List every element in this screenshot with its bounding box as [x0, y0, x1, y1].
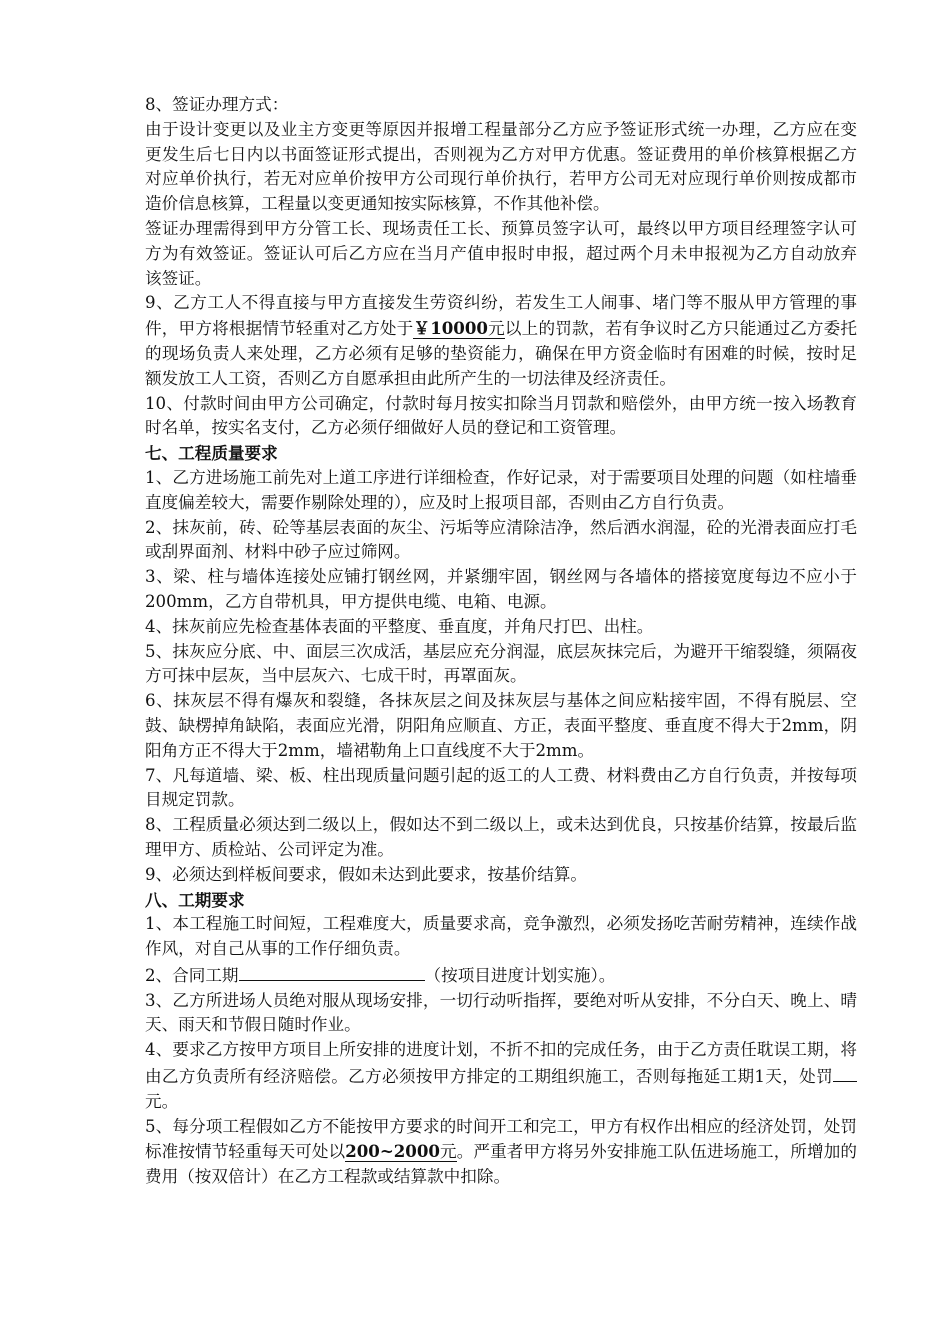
section-9-fine-amount: ￥10000 [413, 318, 488, 339]
section-8-paragraph-1: 由于设计变更以及业主方变更等原因并报增工程量部分乙方应予签证形式统一办理，乙方应在变更发生后七日内以书面签证形式提出，否则视为乙方对甲方优惠。签证费用的单价核算根据乙方对应单价执行，若无对应单价按甲方公司现行单价执行，若甲方公司无对应现行单价则按成都市造价信息核算，工程量以变更通知按实际核算，不作其他补偿。 [145, 119, 857, 214]
schedule-item-5-text-a: 5、每分项工程假如乙方不能按甲方要求的时间开工和完工，甲方有权作出相应的经济处罚，处罚标准按情节轻重每天可处以 [145, 1116, 857, 1162]
schedule-item-5-fine-unit: 元 [439, 1142, 457, 1162]
quality-item: 6、抹灰层不得有爆灰和裂缝，各抹灰层之间及抹灰层与基体之间应粘接牢固，不得有脱层、空鼓、缺楞掉角缺陷，表面应光滑，阴阳角应顺直、方正，表面平整度、垂直度不得大于2mm，阴阳角方正不得大于2mm，墙裙勒角上口直线度不大于2mm。 [145, 691, 857, 760]
schedule-item-5-text-b: 。严重者甲方将另外安排施工队伍进场施工，所增加的费用（按双倍计）在乙方工程款或结算款中扣除。 [145, 1142, 858, 1187]
document-page [145, 93, 857, 1190]
schedule-item-2-label: 2、合同工期 [145, 965, 239, 985]
schedule-item-2-note: （按项目进度计划实施）。 [424, 965, 616, 985]
schedule-heading: 八、工期要求 [145, 889, 245, 910]
quality-item: 3、梁、柱与墙体连接处应铺打钢丝网，并紧绷牢固，钢丝网与各墙体的搭接宽度每边不应小于200mm，乙方自带机具，甲方提供电缆、电箱、电源。 [145, 567, 857, 611]
section-9-paragraph [145, 291, 857, 391]
quality-item: 7、凡每道墙、梁、板、柱出现质量问题引起的返工的人工费、材料费由乙方自行负责，并按每项目规定罚款。 [145, 765, 857, 810]
schedule-item-4-text: 4、要求乙方按甲方项目上所安排的进度计划，不折不扣的完成任务，由于乙方责任耽误工期，将由乙方负责所有经济赔偿。乙方必须按甲方排定的工期组织施工，否则每拖延工期1天，处罚 [145, 1040, 857, 1087]
section-9-text-a: 9、乙方工人不得直接与甲方直接发生劳资纠纷，若发生工人闹事、堵门等不服从甲方管理的事件，甲方将根据情节轻重对乙方处于 [145, 293, 857, 339]
schedule-item-4-unit: 元。 [145, 1091, 179, 1111]
section-8-paragraph-2: 签证办理需得到甲方分管工长、现场责任工长、预算员签字认可，最终以甲方项目经理签字认可方为有效签证。签证认可后乙方应在当月产值申报时申报，超过两个月未申报视为乙方自动放弃该签证。 [145, 218, 857, 288]
schedule-item-2 [145, 962, 857, 989]
penalty-amount-blank [833, 1063, 857, 1082]
quality-item: 2、抹灰前，砖、砼等基层表面的灰尘、污垢等应清除洁净，然后洒水润湿，砼的光滑表面应打毛或刮界面剂、材料中砂子应过筛网。 [145, 517, 857, 562]
schedule-item-5-fine-range: 200~2000 [345, 1141, 440, 1162]
quality-item: 1、乙方进场施工前先对上道工序进行详细检查，作好记录，对于需要项目处理的问题（如柱墙垂直度偏差较大，需要作剔除处理的），应及时上报项目部，否则由乙方自行负责。 [145, 467, 857, 512]
quality-item: 5、抹灰应分底、中、面层三次成活，基层应充分润湿，底层灰抹完后，为避开干缩裂缝，须隔夜方可抹中层灰，当中层灰六、七成干时，再罩面灰。 [145, 641, 857, 686]
section-8-title: 8、签证办理方式： [145, 95, 289, 114]
schedule-item-5 [145, 1115, 857, 1190]
quality-item: 4、抹灰前应先检查基体表面的平整度、垂直度，并角尺打巴、出柱。 [145, 616, 654, 636]
section-10-paragraph: 10、付款时间由甲方公司确定，付款时每月按实扣除当月罚款和赔偿外，由甲方统一按入场教育时名单，按实名支付，乙方必须仔细做好人员的登记和工资管理。 [145, 393, 857, 438]
quality-heading: 七、工程质量要求 [145, 443, 278, 464]
schedule-item-1: 1、本工程施工时间短，工程难度大，质量要求高，竞争激烈，必须发扬吃苦耐劳精神，连续作战作风，对自己从事的工作仔细负责。 [145, 914, 857, 959]
section-9-fine-unit: 元 [487, 319, 505, 339]
schedule-item-4 [145, 1038, 857, 1114]
quality-item: 9、必须达到样板间要求，假如未达到此要求，按基价结算。 [145, 864, 587, 884]
contract-period-blank [239, 962, 425, 981]
quality-item: 8、工程质量必须达到二级以上，假如达不到二级以上，或未达到优良，只按基价结算，按最后监理甲方、质检站、公司评定为准。 [145, 815, 857, 859]
section-9-text-b: 以上的罚款，若有争议时乙方只能通过乙方委托的现场负责人来处理，乙方必须有足够的垫资能力，确保在甲方资金临时有困难的时候，按时足额发放工人工资，否则乙方自愿承担由此所产生的一切法律及经济责任。 [145, 319, 858, 388]
schedule-item-3: 3、乙方所进场人员绝对服从现场安排，一切行动听指挥，要绝对听从安排，不分白天、晚上、晴天、雨天和节假日随时作业。 [145, 990, 857, 1035]
